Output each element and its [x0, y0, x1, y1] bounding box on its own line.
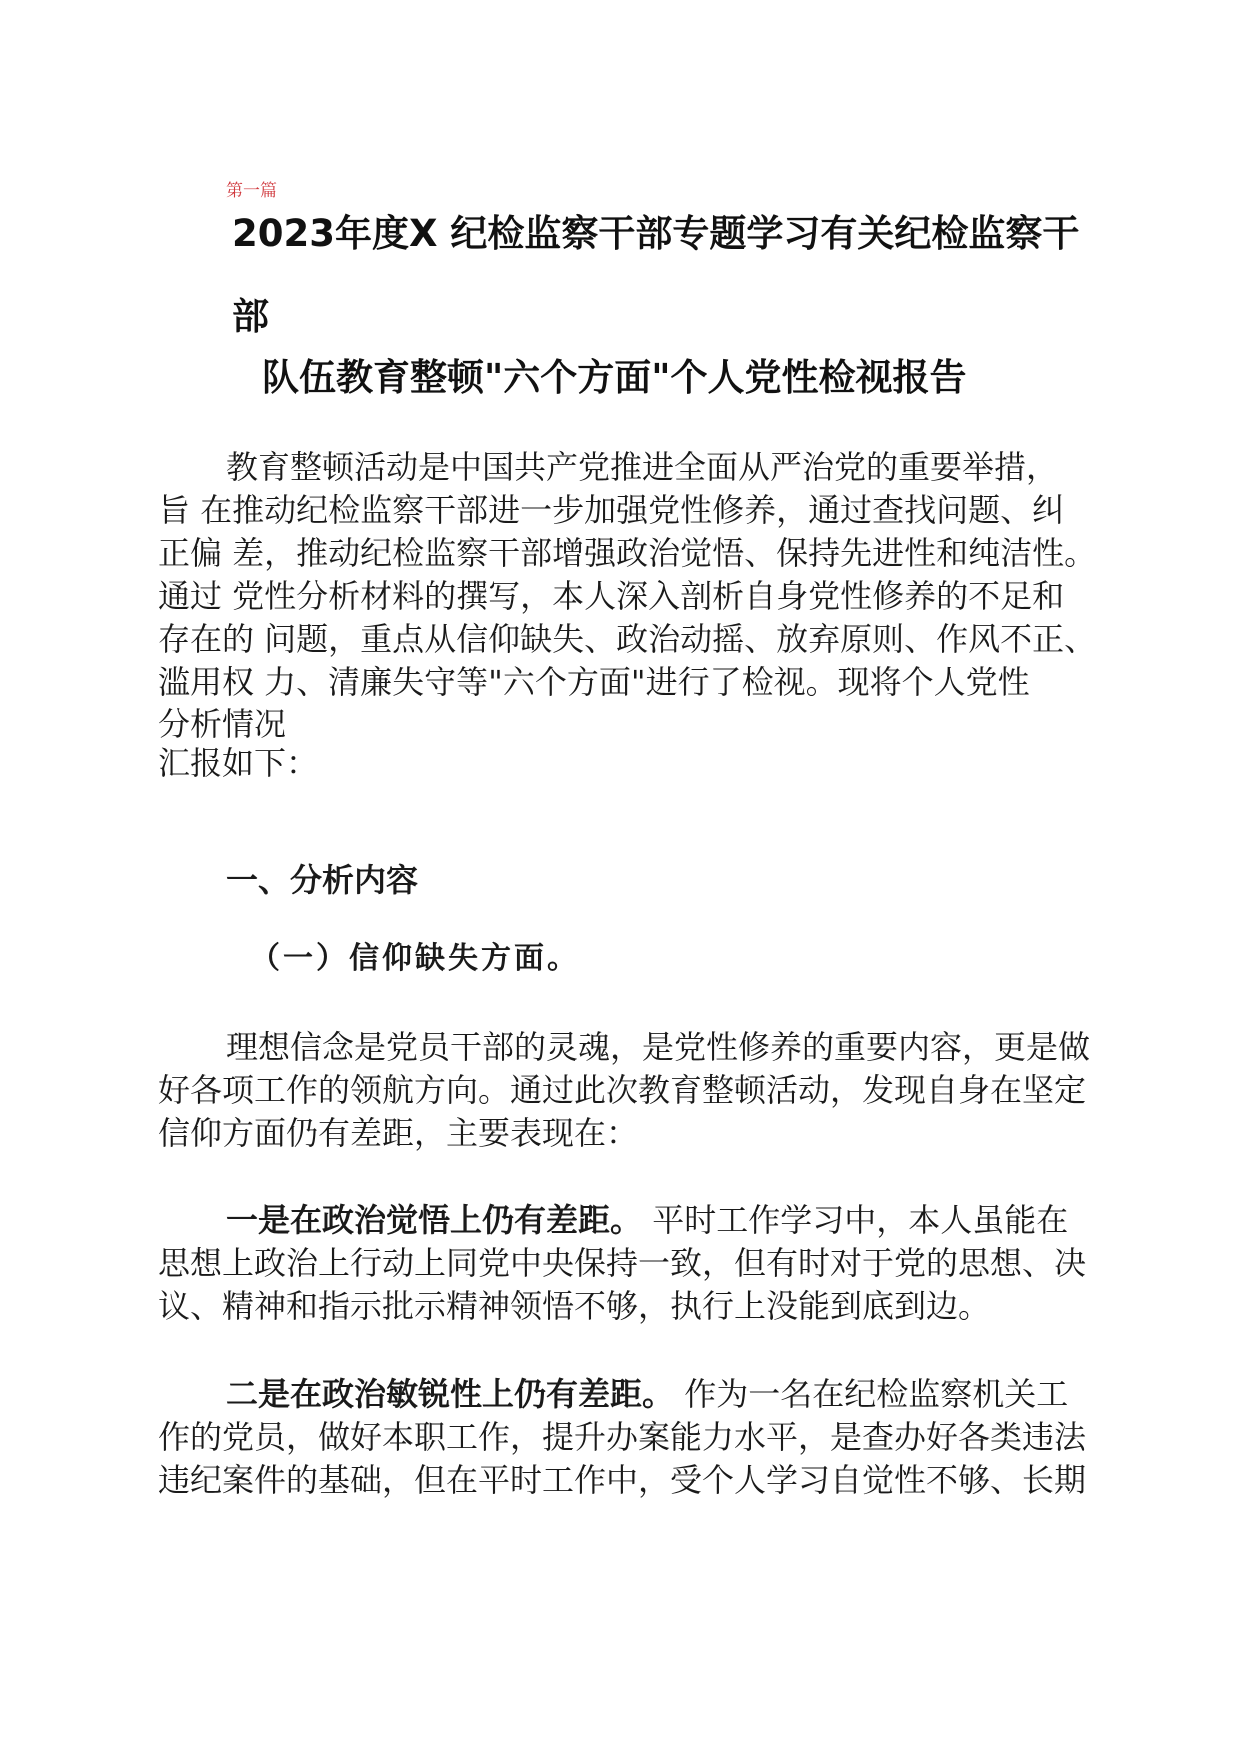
- intro-line-8: 汇报如下：: [158, 744, 319, 782]
- title-line-2: 部: [232, 295, 269, 338]
- point2-rest: 作为一名在纪检监察机关工: [674, 1375, 1069, 1413]
- point1-first-line: [226, 1200, 1068, 1240]
- intro-line-1: 教育整顿活动是中国共产党推进全面从严治党的重要举措，: [226, 448, 1059, 486]
- para1-line-3: 信仰方面仍有差距，主要表现在：: [158, 1114, 639, 1152]
- point2-line-3: 违纪案件的基础，但在平时工作中，受个人学习自觉性不够、长期: [158, 1461, 1087, 1499]
- subsection-heading: （一）信仰缺失方面。: [250, 941, 580, 976]
- intro-line-7: 分析情况: [158, 705, 287, 743]
- point2-first-line: [226, 1374, 1068, 1414]
- intro-line-4: 通过 党性分析材料的撰写，本人深入剖析自身党性修养的不足和: [158, 577, 1065, 615]
- point1-line-2: 思想上政治上行动上同党中央保持一致，但有时对于党的思想、决: [158, 1244, 1087, 1282]
- title-line-3: 队伍教育整顿"六个方面"个人党性检视报告: [262, 356, 967, 399]
- para1-line-1: 理想信念是党员干部的灵魂，是党性修养的重要内容，更是做: [226, 1028, 1091, 1066]
- intro-line-2: 旨 在推动纪检监察干部进一步加强党性修养，通过查找问题、纠: [158, 491, 1065, 529]
- point2-line-2: 作的党员，做好本职工作，提升办案能力水平，是查办好各类违法: [158, 1418, 1087, 1456]
- title-line-1: 2023年度X 纪检监察干部专题学习有关纪检监察干: [232, 212, 1080, 255]
- point1-lead: 一是在政治觉悟上仍有差距。: [226, 1201, 643, 1239]
- intro-line-6: 滥用权 力、清廉失守等"六个方面"进行了检视。现将个人党性: [158, 663, 1030, 701]
- point1-line-3: 议、精神和指示批示精神领悟不够，执行上没能到底到边。: [158, 1287, 991, 1325]
- point2-lead: 二是在政治敏锐性上仍有差距。: [226, 1375, 675, 1413]
- section-label: 第一篇: [226, 181, 277, 201]
- point1-rest: 平时工作学习中，本人虽能在: [642, 1201, 1069, 1239]
- section-heading: 一、分析内容: [226, 861, 419, 899]
- intro-line-5: 存在的 问题，重点从信仰缺失、政治动摇、放弃原则、作风不正、: [158, 620, 1097, 658]
- para1-line-2: 好各项工作的领航方向。通过此次教育整顿活动，发现自身在坚定: [158, 1071, 1087, 1109]
- intro-line-3: 正偏 差，推动纪检监察干部增强政治觉悟、保持先进性和纯洁性。: [158, 534, 1097, 572]
